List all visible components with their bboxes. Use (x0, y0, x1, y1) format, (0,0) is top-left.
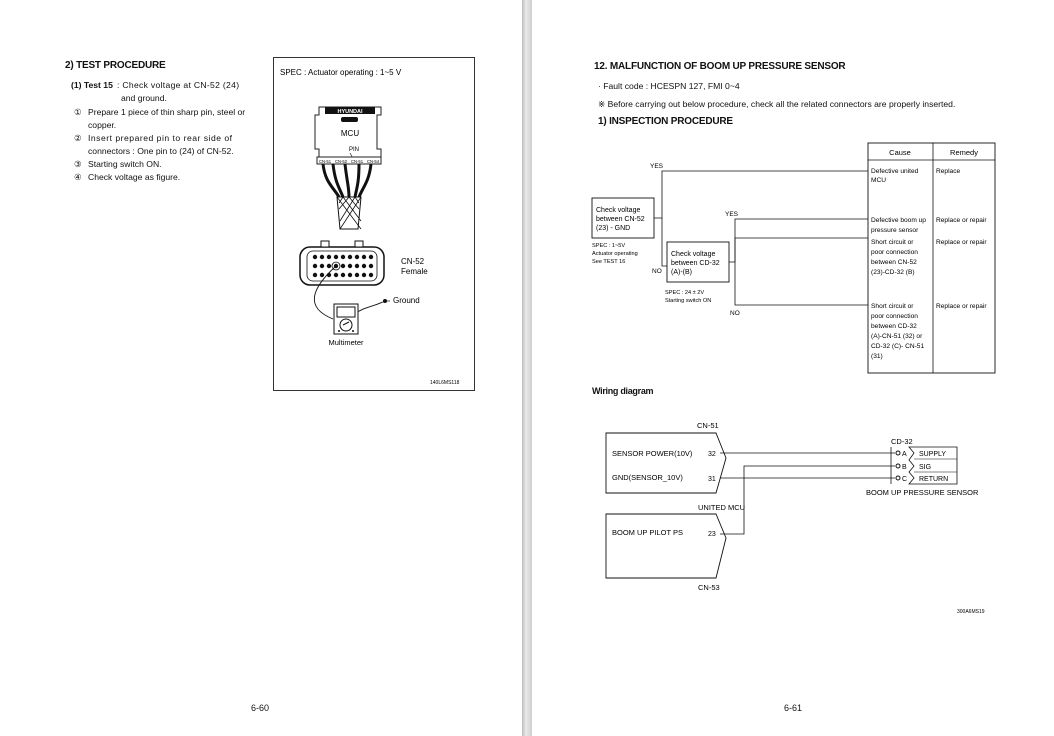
test-15-text: : Check voltage at CN-52 (24) (117, 80, 240, 90)
step-number: ① (74, 107, 82, 117)
box2-line: between CD-32 (671, 260, 720, 267)
box2-line: (A)-(B) (671, 269, 692, 276)
test-procedure-heading: 2) TEST PROCEDURE (65, 60, 166, 71)
cn52-female-label: Female (401, 267, 428, 276)
cn52-label: CN-52 (401, 257, 425, 266)
cause-cell: (A)-CN-51 (32) or (871, 333, 923, 340)
pin-c: C (902, 476, 908, 483)
book-gutter (522, 0, 532, 736)
yes-label-1: YES (650, 163, 664, 170)
supply-label: SUPPLY (919, 451, 947, 458)
test-15-text-2: and ground. (121, 93, 167, 103)
inspection-procedure-heading: 1) INSPECTION PROCEDURE (598, 116, 733, 127)
cd32-connector (891, 447, 957, 484)
step-text: Prepare 1 piece of thin sharp pin, steel or (88, 107, 246, 117)
step-number: ③ (74, 159, 82, 169)
remedy-cell: Replace or repair (936, 239, 987, 246)
wiring-diagram-heading: Wiring diagram (592, 386, 654, 396)
cd32-label: CD-32 (891, 437, 913, 446)
pin-a: A (902, 451, 907, 458)
pin-31: 31 (708, 476, 716, 483)
test-15-label: (1) Test 15 (71, 80, 113, 90)
connector-label: CN-54 (366, 159, 380, 164)
box1-line: Check voltage (596, 207, 641, 214)
mcu-block-upper (606, 433, 726, 493)
step-item (74, 158, 259, 171)
step-number: ② (74, 133, 82, 143)
page-number-left: 6-60 (251, 703, 270, 713)
cause-cell: poor connection (871, 249, 918, 256)
united-mcu-label: UNITED MCU (698, 503, 746, 512)
box1-line: between CN-52 (596, 216, 645, 223)
cause-cell: Defective united (871, 168, 919, 175)
cause-cell: poor connection (871, 313, 918, 320)
cause-cell: (23)-CD-32 (B) (871, 269, 915, 276)
spec1-line: See TEST 16 (592, 259, 626, 265)
multimeter-label: Multimeter (328, 338, 364, 347)
spec2-line: Starting switch ON (665, 298, 712, 304)
pin-23: 23 (708, 531, 716, 538)
step-item (74, 106, 259, 132)
step-item (74, 132, 259, 158)
cause-cell: Defective boom up (871, 217, 926, 224)
connector-label: CN-51 (318, 159, 332, 164)
step-list (74, 106, 259, 184)
ground-label: Ground (393, 296, 420, 305)
multimeter-drawing (334, 304, 358, 334)
precaution-note: ※ Before carrying out below procedure, check all the related connectors are properly inserted. (598, 99, 956, 109)
fault-code: · Fault code : HCESPN 127, FMI 0~4 (598, 81, 740, 91)
inspection-flowchart (587, 138, 1007, 378)
table-header: Cause (889, 148, 911, 157)
step-text: connectors : One pin to (24) of CN-52. (88, 146, 234, 156)
figure-code: 140L6MS118 (430, 380, 460, 386)
sensor-power-label: SENSOR POWER(10V) (612, 449, 693, 458)
step-text: Check voltage as figure. (88, 172, 181, 182)
connector-label: CN-52 (334, 159, 348, 164)
remedy-cell: Replace or repair (936, 303, 987, 310)
box1-line: (23) - GND (596, 225, 631, 232)
cause-cell: Short circuit or (871, 303, 914, 310)
no-label-1: NO (652, 268, 662, 275)
step-text: Insert prepared pin to rear side of (88, 133, 233, 143)
step-item (74, 171, 259, 184)
cn51-label: CN-51 (697, 421, 719, 430)
no-label-2: NO (730, 310, 740, 317)
remedy-cell: Replace (936, 168, 961, 175)
spec2-line: SPEC : 24 ± 2V (665, 290, 705, 296)
sig-label: SIG (919, 464, 932, 471)
test-figure (273, 57, 476, 392)
cause-cell: CD-32 (C)- CN-51 (871, 343, 925, 350)
spec1-line: SPEC : 1~5V (592, 243, 626, 249)
return-label: RETURN (919, 476, 949, 483)
step-text: Starting switch ON. (88, 159, 162, 169)
sensor-name: BOOM UP PRESSURE SENSOR (866, 488, 979, 497)
malfunction-title: 12. MALFUNCTION OF BOOM UP PRESSURE SENSOR (594, 61, 846, 72)
cause-cell: MCU (871, 177, 887, 184)
step-number: ④ (74, 172, 82, 182)
table-header: Remedy (950, 148, 978, 157)
remedy-cell: Replace or repair (936, 217, 987, 224)
step-text: copper. (88, 120, 117, 130)
mcu-label: MCU (340, 129, 360, 138)
mcu-block-lower (606, 514, 726, 578)
boom-pilot-label: BOOM UP PILOT PS (612, 528, 683, 537)
connector-label: CN-51 (350, 159, 364, 164)
brand-label: HYUNDAI (337, 109, 363, 115)
cause-cell: between CD-32 (871, 323, 917, 330)
pin-32: 32 (708, 451, 716, 458)
box2-line: Check voltage (671, 251, 716, 258)
pin-b: B (902, 464, 907, 471)
wiring-figure-code: 300A6MS19 (957, 609, 985, 615)
cn52-connector-drawing (300, 241, 384, 285)
cause-cell: between CN-52 (871, 259, 917, 266)
cause-cell: (31) (871, 353, 883, 360)
left-page (0, 0, 522, 736)
cause-remedy-table (868, 143, 995, 373)
cn53-label: CN-53 (698, 583, 720, 592)
figure-spec: SPEC : Actuator operating : 1~5 V (280, 68, 402, 77)
yes-label-2: YES (725, 211, 739, 218)
wiring-diagram (602, 418, 1022, 618)
cause-cell: Short circuit or (871, 239, 914, 246)
right-page (532, 0, 1054, 736)
spec1-line: Actuator operating (592, 251, 638, 257)
pin-label: PIN (348, 147, 360, 153)
gnd-label: GND(SENSOR_10V) (612, 473, 683, 482)
cause-cell: pressure sensor (871, 227, 919, 234)
page-number-right: 6-61 (784, 703, 803, 713)
